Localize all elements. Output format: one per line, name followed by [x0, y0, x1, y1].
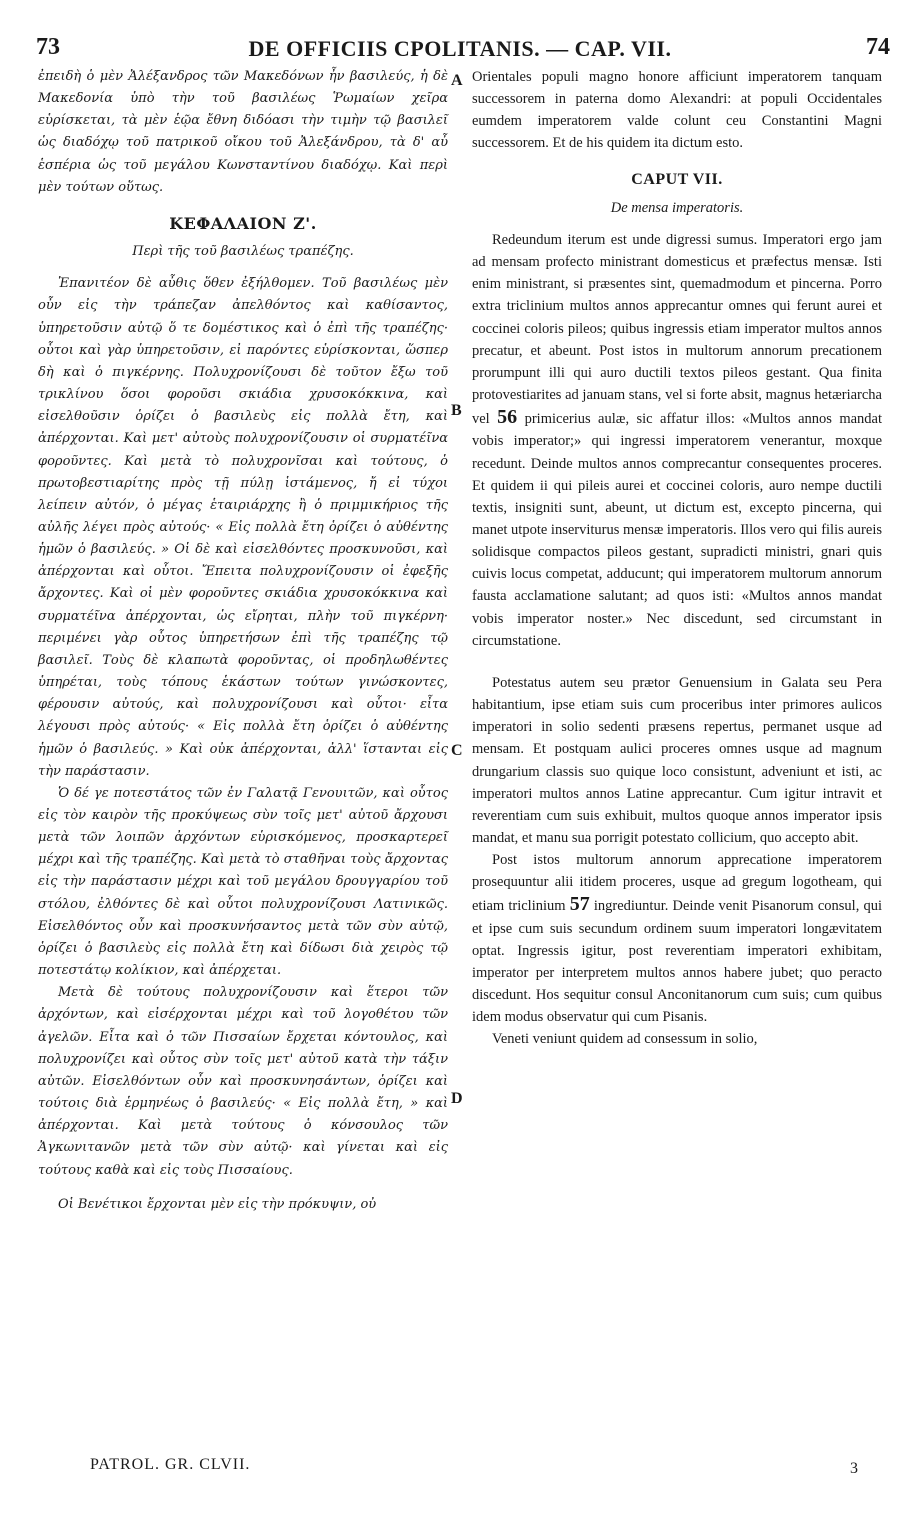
latin-paragraph-3 — [472, 849, 882, 1028]
margin-letter-c: C — [451, 742, 463, 759]
column-number-57: 57 — [569, 893, 590, 916]
latin-paragraph-1-part-b: primicerius aulæ, sic affatur illos: «Multos annos mandat vobis imperator;» qui ingressi imperatorem venerantur, moxque recedunt. Deinde multos annos comprecantur consequentes proceres. Et quidem ii qui pileis aurei et coccinei coloris, auro nempe ductili textis, insigniti sunt, abeunt, ut dictum est, excepto pincerna, qui manet utpote inserviturus mensæ imperatoris. Illos vero qui filis aureis solidisque compactos pileos gestant, supradicti ministri, gnari quis cuivis locus competat, adducunt; qui imperatorem multorum annorum fausta acclamatione salutant; ad quos isti: «Multos annos mandat vobis imperator noster.» Nec discedunt, sed circumstant in circumstatione. — [472, 411, 883, 649]
latin-paragraph-1 — [472, 229, 882, 652]
latin-column — [472, 66, 882, 1051]
latin-paragraph-4: Veneti veniunt quidem ad consessum in solio, — [492, 1031, 758, 1048]
latin-paragraph-1-part-a: Redeundum iterum est unde digressi sumus. Imperatori ergo jam ad mensam profecto ministrant domesticus et præfectus mensæ. Isti enim ministrant, si præsentes sint, quemadmodum et pincerna. Porro extra triclinium multos annos apprecantur omnes qui ferunt aurei et coccinei coloris pileos; quibus ingressis etiam imperator multos annos precatur, et abeunt. Post istos in multorum annorum precationem prorumpunt illi qui auro ductili textos pileos gestant. Qua finita protovestiarites ad januam stans, vel si forte absit, magnus hetæriarcha vel — [472, 231, 882, 428]
margin-letter-b: B — [451, 402, 462, 419]
greek-paragraph-3: Μετὰ δὲ τούτους πολυχρονίζουσιν καὶ ἕτεροι τῶν ἀρχόντων, καὶ εἰσέρχονται μέχρι καὶ τοῦ λογοθέτου τῶν ἀγελῶν. Εἶτα καὶ ὁ τῶν Πισσαίων ἔρχεται κόντουλος, καὶ πολυχρονίζει καὶ οὗτος σὺν τοῖς μετ' αὐτοῦ κατὰ τὴν τάξιν αὐτῶν. Εἰσελθόντων οὖν καὶ προσκυνησάντων, ὁρίζει καὶ τούτοις διὰ ἑρμηνέως ὁ βασιλεύς· « Εἰς πολλὰ ἔτη, » καὶ ἀπέρχονται. Καὶ μετὰ τούτους ὁ κόνσουλος τῶν Ἀγκωνιτανῶν μετὰ τῶν σὺν αὐτῷ· καὶ γίνεται καὶ εἰς τούτους καθὰ καὶ εἰς τοὺς Πισσαίους. — [38, 985, 448, 1178]
margin-letter-a: A — [451, 72, 463, 89]
greek-paragraph-1: Ἐπανιτέον δὲ αὖθις ὅθεν ἐξήλθομεν. Τοῦ βασιλέως μὲν οὖν εἰς τὴν τράπεζαν ἀπελθόντος καὶ καθίσαντος, ὑπηρετοῦσιν αὐτῷ ὅ τε δομέστικος καὶ ὁ ἐπὶ τῆς τραπέζης· οὗτοι καὶ γὰρ ὑπηρετοῦσιν, εἰ παρόντες εὑρίσκονται, ὥσπερ δὴ καὶ ὁ πιγκέρνης. Πολυχρονίζουσι δὲ τοῦτον ἔξω τοῦ τρικλίνου ὅσοι φοροῦσι σκιάδια χρυσοκόκκινα, καὶ εἰσελθοῦσιν ὁρίζει ὁ βασιλεὺς εἰς πολλὰ ἔτη, καὶ ἀπέρχονται. Καὶ μετ' αὐτοὺς πολυχρονίζουσιν οἱ συρματέῖνα φοροῦντες. Καὶ μετὰ τὸ πολυχρονῖσαι καὶ τούτους, ὁ πρωτοβεστιαρίτης πρὸς τῇ πύλῃ ἱστάμενος, ἤ εἰ τύχοι λείπειν αὐτόν, ὁ μέγας ἑταιριάρχης ἢ ὁ πριμμικήριος τῆς αὐλῆς λέγει πρὸς αὐτούς· « Εἰς πολλὰ ἔτη ὁρίζει ὁ αὐθέντης ἡμῶν ὁ βασιλεύς. » Οἱ δὲ καὶ εἰσελθόντες προσκυνοῦσι, καὶ ἀπέρχονται καὶ οὗτοι. Ἔπειτα πολυχρονίζουσιν οἱ ἐφεξῆς ἄρχοντες. Καὶ οἱ μὲν φοροῦντες σκιάδια χρυσοκόκκινα καὶ συρματέῖνα ἀπέρχονται, ὡς εἴρηται, πλὴν τοῦ πιγκέρνη· περιμένει γὰρ οὗτος ὑπηρετήσων ἐπὶ τῆς τραπέζης τῷ βασιλεῖ. Τοὺς δὲ κλαπωτὰ φοροῦντας, οἱ προδηλωθέντες ὑπηρέται, τοὺς τόπους ἑκάστων τούτων γινώσκοντες, φέρουσιν αὐτούς, καὶ πολυχρονίζουσι καὶ οὗτοι· εἶτα λέγουσι πρὸς αὐτούς· « Εἰς πολλὰ ἔτη ὁρίζει ὁ αὐθέντης ἡμῶν ὁ βασιλεύς. » Καὶ οὐκ ἀπέρχονται, ἀλλ' ἵστανται εἰς τὴν παράστασιν. — [38, 276, 448, 779]
latin-intro: Orientales populi magno honore afficiunt imperatorem tanquam successorem in paterna domo Alexandri: at populi Occidentales eumdem imperatorem valde colunt ceu Constantini Magni successorem. Et de his quidem ita dictum esto. — [472, 69, 882, 152]
greek-paragraph-2: Ὁ δέ γε ποτεστάτος τῶν ἐν Γαλατᾷ Γενουιτῶν, καὶ οὗτος εἰς τὸν καιρὸν τῆς προκύψεως σὺν τοῖς μετ' αὐτοῦ ἄρχουσι μετὰ τῶν λοιπῶν ἀρχόντων εὑρισκόμενος, προσκαρτερεῖ μέχρι καὶ τῆς τραπέζης. Καὶ μετὰ τὸ σταθῆναι τοὺς ἄρχοντας εἰς τὴν παράστασιν μέχρι καὶ τοῦ μεγάλου δρουγγαρίου τοῦ στόλου, ἐλθόντες δὲ καὶ οὗτοι πολυχρονίζουσι Λατινικῶς. Εἰσελθόντος οὖν καὶ προσκυνήσαντος μετὰ τῶν σὺν αὐτῷ, ὁρίζει ὁ βασιλεὺς εἰς πολλὰ ἔτη καὶ δίδωσι διὰ χειρὸς τῷ ποτεστάτῳ κολίκιον, καὶ ἀπέρχεται. — [38, 785, 448, 979]
footer-source: PATROL. GR. CLVII. — [90, 1456, 251, 1473]
greek-chapter-heading: ΚΕΦΑΛΑΙΟΝ Ζ'. — [169, 213, 317, 233]
page-header — [0, 0, 920, 60]
column-number-56: 56 — [497, 406, 518, 429]
page-number-right: 74 — [866, 34, 890, 60]
latin-paragraph-2: Potestatus autem seu prætor Genuensium in Galata seu Pera habitantium, ipse etiam suis cum proceribus inter primores aulicos imperatori in solio sedenti præsens repertus, permanet usque ad mensam. Et postquam aulici proceres omnes usque ad magnum drungarium classis suo quique loco consistunt, adveniunt et isti, ac imperatori multos annos Latine apprecantur. Cum igitur intravit et reverentiam cum suis exhibuit, multos quoque annos imperator ipsis mandat, et manu sua porrigit potestato collicium, quo accepto abit. — [472, 674, 882, 846]
latin-chapter-heading: CAPUT VII. — [631, 170, 723, 188]
greek-chapter-subtitle: Περὶ τῆς τοῦ βασιλέως τραπέζης. — [132, 244, 354, 260]
latin-paragraph-3-part-a: Post istos multorum annorum apprecatione imperatorem prosequuntur alii itidem proceres, usque ad gregum logotheam, qui etiam triclinium — [472, 852, 882, 915]
latin-chapter-subtitle: De mensa imperatoris. — [610, 199, 744, 216]
latin-paragraph-3-part-b: ingrediuntur. Deinde venit Pisanorum consul, qui et ipse cum suis secundum ordinem suum imperatori longævitatem optat. Ingressis igitur, post reverentiam imperatori exhibitam, imperator per interpretem multos annos habere jubet; quo peracto discedunt. Hos sequitur consul Anconitanorum cum suis; cum quibus idem modus observatur qui cum Pisanis. — [472, 898, 882, 1026]
margin-letter-d: D — [451, 1090, 463, 1107]
running-title: DE OFFICIIS CPOLITANIS. — CAP. VII. — [248, 36, 672, 61]
page-number-left: 73 — [36, 34, 60, 60]
footer-signature: 3 — [850, 1460, 858, 1477]
greek-intro: ἐπειδὴ ὁ μὲν Ἀλέξανδρος τῶν Μακεδόνων ἦν βασιλεύς, ἡ δὲ Μακεδονία ὑπὸ τὴν τοῦ βασιλέως Ῥωμαίων χεῖρα εὑρίσκεται, τὰ μὲν ἑῷα ἔθνη διδόασι τὴν τιμὴν τῷ βασιλεῖ ὡς διαδόχῳ τοῦ πατρικοῦ οἴκου τοῦ Ἀλεξάνδρου, τὰ δ' αὖ ἑσπέρια ὡς τοῦ μεγάλου Κωνσταντίνου διαδόχῳ. Καὶ περὶ μὲν τούτων οὕτως. — [38, 69, 448, 195]
greek-column — [38, 66, 448, 1216]
greek-paragraph-4: Οἱ Βενέτικοι ἔρχονται μὲν εἰς τὴν πρόκυψιν, οὐ — [58, 1196, 377, 1212]
